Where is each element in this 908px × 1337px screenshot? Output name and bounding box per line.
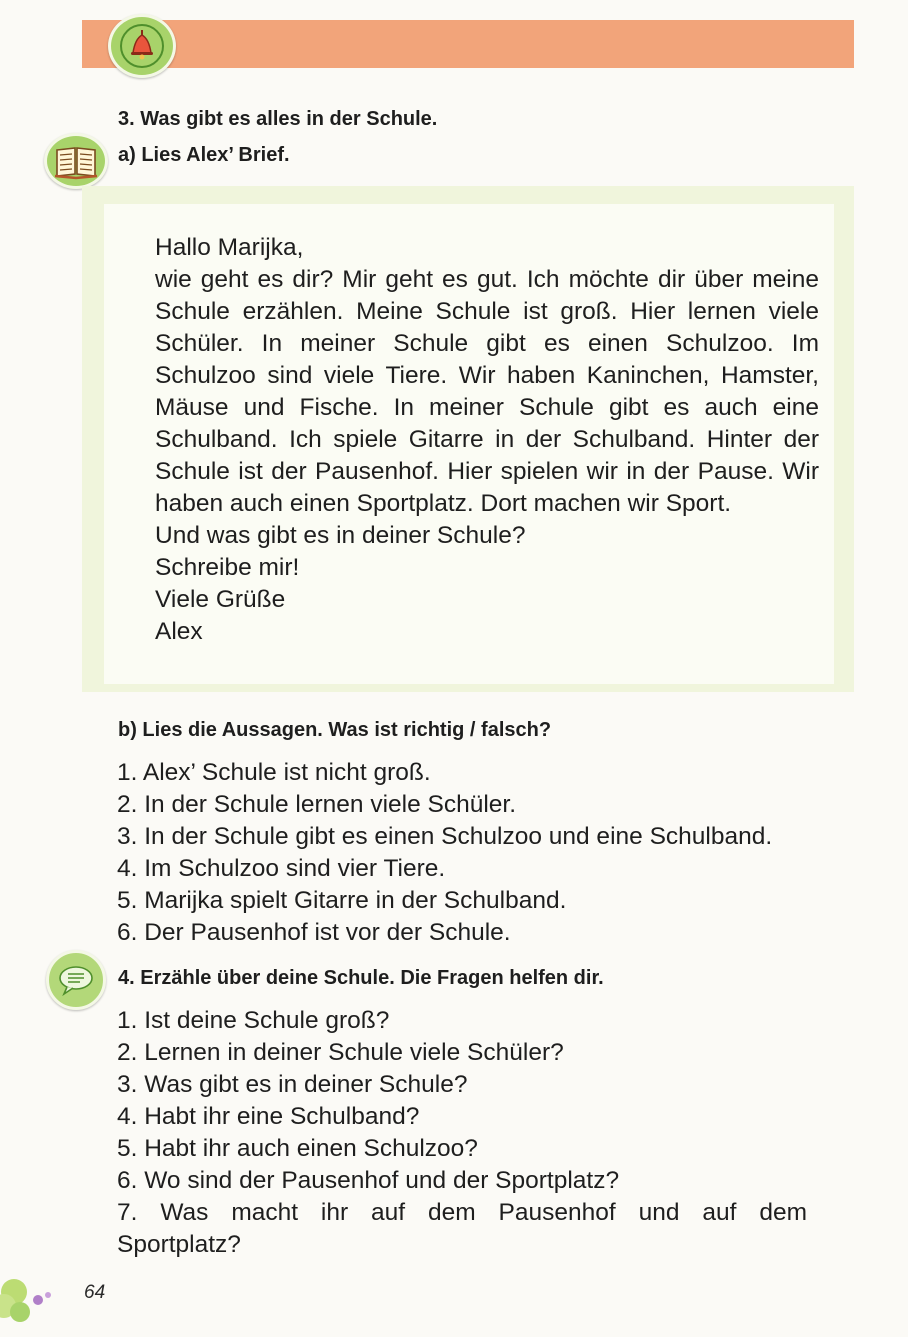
letter-closing: Viele Grüße (155, 586, 286, 613)
letter-request: Schreibe mir! (155, 554, 300, 581)
flower-decoration-icon (0, 1270, 70, 1337)
question-7-line-2: Sportplatz? (117, 1231, 241, 1258)
book-icon (44, 133, 108, 189)
header-band (82, 20, 854, 68)
list-item: 3. Was gibt es in deiner Schule? (117, 1071, 468, 1098)
question-7-line-1: 7. Was macht ihr auf dem Pausenhof und auf dem (117, 1199, 807, 1226)
list-item: 5. Habt ihr auch einen Schulzoo? (117, 1135, 478, 1162)
list-item: 2. Lernen in deiner Schule viele Schüler? (117, 1039, 564, 1066)
exercise-3-title: 3. Was gibt es alles in der Schule. (118, 108, 438, 130)
letter-question: Und was gibt es in deiner Schule? (155, 522, 526, 549)
list-item: 4. Im Schulzoo sind vier Tiere. (117, 855, 446, 882)
exercise-4-title: 4. Erzähle über deine Schule. Die Fragen helfen dir. (118, 967, 604, 989)
speech-bubble-icon (46, 950, 106, 1010)
letter-body: wie geht es dir? Mir geht es gut. Ich möchte dir über meine Schule erzählen. Meine Schule ist groß. Hier lernen viele Schüler. In meiner Schule gibt es einen Schulzoo. Im Schulzoo sind viele Tiere. Wir haben Kaninchen, Hamster, Mäuse und Fische. In meiner Schule gibt es auch eine Schulband. Ich spiele Gitarre in der Schulband. Hinter der Schule ist der Pausenhof. Hier spielen wir in der Pause. Wir haben auch einen Sportplatz. Dort machen wir Sport. (155, 266, 819, 517)
questions-list (117, 1005, 807, 1261)
exercise-3a-title: a) Lies Alex’ Brief. (118, 144, 290, 166)
list-item: 4. Habt ihr eine Schulband? (117, 1103, 420, 1130)
list-item: 6. Der Pausenhof ist vor der Schule. (117, 919, 511, 946)
bell-icon (108, 14, 176, 78)
letter-signature: Alex (155, 618, 203, 645)
exercise-3b-title: b) Lies die Aussagen. Was ist richtig / falsch? (118, 719, 552, 741)
list-item: 3. In der Schule gibt es einen Schulzoo und eine Schulband. (117, 823, 773, 850)
list-item: 2. In der Schule lernen viele Schüler. (117, 791, 517, 818)
list-item: 1. Alex’ Schule ist nicht groß. (117, 759, 431, 786)
page-number: 64 (84, 1282, 106, 1303)
list-item (117, 1197, 807, 1261)
list-item: 1. Ist deine Schule groß? (117, 1007, 390, 1034)
letter-greeting: Hallo Marijka, (155, 234, 304, 261)
letter (155, 232, 819, 648)
list-item: 6. Wo sind der Pausenhof und der Sportplatz? (117, 1167, 620, 1194)
list-item: 5. Marijka spielt Gitarre in der Schulband. (117, 887, 567, 914)
statements-list (117, 757, 772, 949)
